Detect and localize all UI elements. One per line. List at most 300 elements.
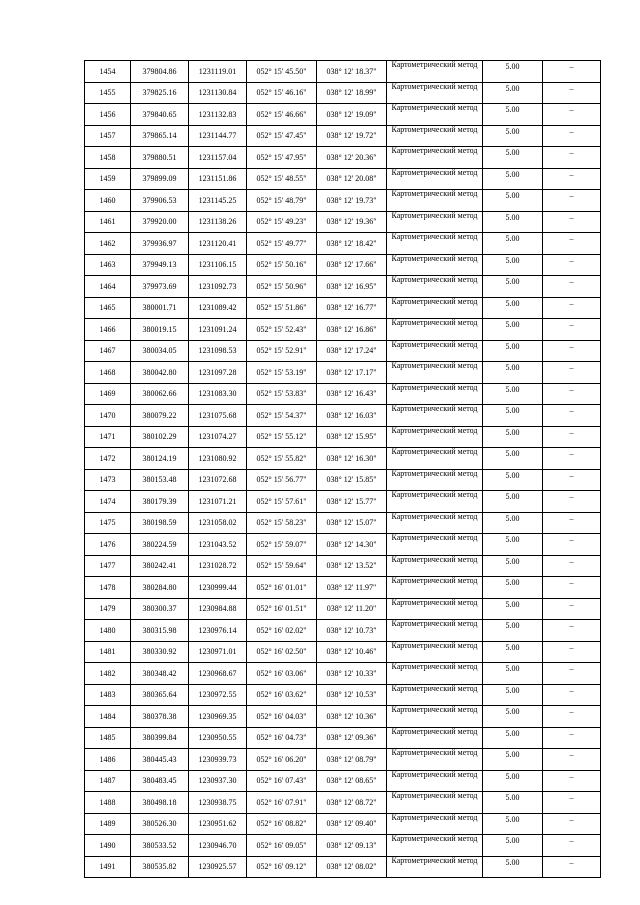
point-number-cell: 1480 [85,620,131,642]
latitude-cell: 052° 15' 55.12" [247,426,317,448]
x-coordinate-cell: 380102.29 [131,426,189,448]
table-row [85,469,601,491]
table-row [85,491,601,513]
method-cell: Картометрический метод [387,555,483,577]
latitude-cell: 052° 15' 48.79" [247,190,317,212]
point-number-cell: 1484 [85,706,131,728]
y-coordinate-cell: 1230925.57 [189,856,247,878]
point-number-cell: 1475 [85,512,131,534]
table-row [85,190,601,212]
note-cell: – [543,512,601,534]
note-cell: – [543,684,601,706]
x-coordinate-cell: 380198.59 [131,512,189,534]
method-cell: Картометрический метод [387,835,483,857]
y-coordinate-cell: 1231071.21 [189,491,247,513]
y-coordinate-cell: 1231080.92 [189,448,247,470]
y-coordinate-cell: 1231145.25 [189,190,247,212]
table-row [85,383,601,405]
accuracy-cell: 5.00 [483,792,543,814]
accuracy-cell: 5.00 [483,340,543,362]
method-cell: Картометрический метод [387,211,483,233]
x-coordinate-cell: 380535.82 [131,856,189,878]
latitude-cell: 052° 16' 01.01" [247,577,317,599]
accuracy-cell: 5.00 [483,512,543,534]
latitude-cell: 052° 15' 52.43" [247,319,317,341]
y-coordinate-cell: 1231092.73 [189,276,247,298]
method-cell: Картометрический метод [387,426,483,448]
y-coordinate-cell: 1231091.24 [189,319,247,341]
y-coordinate-cell: 1231072.68 [189,469,247,491]
table-row [85,147,601,169]
table-row [85,792,601,814]
accuracy-cell: 5.00 [483,233,543,255]
x-coordinate-cell: 380533.52 [131,835,189,857]
accuracy-cell: 5.00 [483,749,543,771]
x-coordinate-cell: 379920.00 [131,211,189,233]
accuracy-cell: 5.00 [483,491,543,513]
point-number-cell: 1459 [85,168,131,190]
note-cell: – [543,577,601,599]
table-row [85,297,601,319]
latitude-cell: 052° 16' 07.91" [247,792,317,814]
method-cell: Картометрический метод [387,512,483,534]
point-number-cell: 1474 [85,491,131,513]
point-number-cell: 1479 [85,598,131,620]
note-cell: – [543,620,601,642]
y-coordinate-cell: 1231132.83 [189,104,247,126]
x-coordinate-cell: 379880.51 [131,147,189,169]
accuracy-cell: 5.00 [483,577,543,599]
note-cell: – [543,792,601,814]
latitude-cell: 052° 15' 50.96" [247,276,317,298]
method-cell: Картометрический метод [387,340,483,362]
y-coordinate-cell: 1230937.30 [189,770,247,792]
accuracy-cell: 5.00 [483,663,543,685]
latitude-cell: 052° 16' 06.20" [247,749,317,771]
longitude-cell: 038° 12' 10.46" [317,641,387,663]
note-cell: – [543,555,601,577]
table-row [85,663,601,685]
accuracy-cell: 5.00 [483,555,543,577]
latitude-cell: 052° 16' 03.62" [247,684,317,706]
table-row [85,233,601,255]
note-cell: – [543,706,601,728]
x-coordinate-cell: 380300.37 [131,598,189,620]
x-coordinate-cell: 379949.13 [131,254,189,276]
accuracy-cell: 5.00 [483,770,543,792]
method-cell: Картометрический метод [387,663,483,685]
latitude-cell: 052° 15' 57.61" [247,491,317,513]
y-coordinate-cell: 1231074.27 [189,426,247,448]
longitude-cell: 038° 12' 19.36" [317,211,387,233]
longitude-cell: 038° 12' 10.33" [317,663,387,685]
latitude-cell: 052° 16' 02.02" [247,620,317,642]
table-row [85,684,601,706]
point-number-cell: 1478 [85,577,131,599]
latitude-cell: 052° 15' 53.19" [247,362,317,384]
point-number-cell: 1477 [85,555,131,577]
latitude-cell: 052° 15' 53.83" [247,383,317,405]
y-coordinate-cell: 1231138.26 [189,211,247,233]
latitude-cell: 052° 16' 04.03" [247,706,317,728]
table-row [85,577,601,599]
method-cell: Картометрический метод [387,856,483,878]
y-coordinate-cell: 1231043.52 [189,534,247,556]
note-cell: – [543,233,601,255]
longitude-cell: 038° 12' 11.97" [317,577,387,599]
x-coordinate-cell: 380124.19 [131,448,189,470]
note-cell: – [543,297,601,319]
method-cell: Картометрический метод [387,706,483,728]
latitude-cell: 052° 15' 47.45" [247,125,317,147]
y-coordinate-cell: 1230969.35 [189,706,247,728]
latitude-cell: 052° 15' 52.91" [247,340,317,362]
method-cell: Картометрический метод [387,297,483,319]
longitude-cell: 038° 12' 17.17" [317,362,387,384]
x-coordinate-cell: 380179.39 [131,491,189,513]
point-number-cell: 1462 [85,233,131,255]
y-coordinate-cell: 1230976.14 [189,620,247,642]
latitude-cell: 052° 15' 59.07" [247,534,317,556]
method-cell: Картометрический метод [387,469,483,491]
point-number-cell: 1487 [85,770,131,792]
longitude-cell: 038° 12' 09.36" [317,727,387,749]
method-cell: Картометрический метод [387,770,483,792]
method-cell: Картометрический метод [387,598,483,620]
point-number-cell: 1486 [85,749,131,771]
point-number-cell: 1491 [85,856,131,878]
point-number-cell: 1489 [85,813,131,835]
y-coordinate-cell: 1231075.68 [189,405,247,427]
table-row [85,641,601,663]
point-number-cell: 1466 [85,319,131,341]
x-coordinate-cell: 380483.45 [131,770,189,792]
point-number-cell: 1490 [85,835,131,857]
x-coordinate-cell: 380019.15 [131,319,189,341]
y-coordinate-cell: 1231119.01 [189,61,247,83]
table-row [85,340,601,362]
x-coordinate-cell: 380042.80 [131,362,189,384]
note-cell: – [543,82,601,104]
table-row [85,125,601,147]
method-cell: Картометрический метод [387,104,483,126]
x-coordinate-cell: 380365.64 [131,684,189,706]
point-number-cell: 1485 [85,727,131,749]
table-row [85,813,601,835]
longitude-cell: 038° 12' 14.30" [317,534,387,556]
x-coordinate-cell: 380034.05 [131,340,189,362]
method-cell: Картометрический метод [387,641,483,663]
method-cell: Картометрический метод [387,405,483,427]
method-cell: Картометрический метод [387,61,483,83]
y-coordinate-cell: 1231098.53 [189,340,247,362]
accuracy-cell: 5.00 [483,104,543,126]
table-row [85,61,601,83]
longitude-cell: 038° 12' 08.65" [317,770,387,792]
table-row [85,555,601,577]
latitude-cell: 052° 15' 47.95" [247,147,317,169]
method-cell: Картометрический метод [387,792,483,814]
y-coordinate-cell: 1230968.67 [189,663,247,685]
latitude-cell: 052° 16' 03.06" [247,663,317,685]
accuracy-cell: 5.00 [483,448,543,470]
longitude-cell: 038° 12' 15.95" [317,426,387,448]
note-cell: – [543,469,601,491]
note-cell: – [543,641,601,663]
y-coordinate-cell: 1230971.01 [189,641,247,663]
note-cell: – [543,491,601,513]
method-cell: Картометрический метод [387,448,483,470]
method-cell: Картометрический метод [387,684,483,706]
latitude-cell: 052° 15' 56.77" [247,469,317,491]
latitude-cell: 052° 15' 49.77" [247,233,317,255]
y-coordinate-cell: 1231151.86 [189,168,247,190]
table-row [85,426,601,448]
accuracy-cell: 5.00 [483,598,543,620]
y-coordinate-cell: 1231028.72 [189,555,247,577]
y-coordinate-cell: 1230951.62 [189,813,247,835]
longitude-cell: 038° 12' 17.66" [317,254,387,276]
accuracy-cell: 5.00 [483,641,543,663]
coordinates-table [84,60,601,878]
accuracy-cell: 5.00 [483,61,543,83]
method-cell: Картометрический метод [387,620,483,642]
table-row [85,104,601,126]
note-cell: – [543,426,601,448]
note-cell: – [543,727,601,749]
note-cell: – [543,340,601,362]
latitude-cell: 052° 16' 04.73" [247,727,317,749]
longitude-cell: 038° 12' 08.79" [317,749,387,771]
method-cell: Картометрический метод [387,147,483,169]
x-coordinate-cell: 380079.22 [131,405,189,427]
latitude-cell: 052° 15' 54.37" [247,405,317,427]
y-coordinate-cell: 1231097.28 [189,362,247,384]
longitude-cell: 038° 12' 08.72" [317,792,387,814]
latitude-cell: 052° 16' 08.82" [247,813,317,835]
point-number-cell: 1470 [85,405,131,427]
x-coordinate-cell: 380526.30 [131,813,189,835]
x-coordinate-cell: 379825.16 [131,82,189,104]
point-number-cell: 1483 [85,684,131,706]
point-number-cell: 1456 [85,104,131,126]
latitude-cell: 052° 15' 49.23" [247,211,317,233]
longitude-cell: 038° 12' 15.07" [317,512,387,534]
x-coordinate-cell: 380498.18 [131,792,189,814]
x-coordinate-cell: 380445.43 [131,749,189,771]
latitude-cell: 052° 15' 45.50" [247,61,317,83]
point-number-cell: 1455 [85,82,131,104]
latitude-cell: 052° 15' 48.55" [247,168,317,190]
note-cell: – [543,813,601,835]
longitude-cell: 038° 12' 16.03" [317,405,387,427]
point-number-cell: 1457 [85,125,131,147]
latitude-cell: 052° 15' 50.16" [247,254,317,276]
point-number-cell: 1482 [85,663,131,685]
accuracy-cell: 5.00 [483,276,543,298]
x-coordinate-cell: 380224.59 [131,534,189,556]
longitude-cell: 038° 12' 17.24" [317,340,387,362]
accuracy-cell: 5.00 [483,211,543,233]
longitude-cell: 038° 12' 08.02" [317,856,387,878]
longitude-cell: 038° 12' 16.30" [317,448,387,470]
latitude-cell: 052° 16' 01.51" [247,598,317,620]
accuracy-cell: 5.00 [483,727,543,749]
longitude-cell: 038° 12' 15.85" [317,469,387,491]
y-coordinate-cell: 1231144.77 [189,125,247,147]
point-number-cell: 1469 [85,383,131,405]
table-row [85,706,601,728]
x-coordinate-cell: 379906.53 [131,190,189,212]
latitude-cell: 052° 15' 58.23" [247,512,317,534]
longitude-cell: 038° 12' 16.95" [317,276,387,298]
y-coordinate-cell: 1231106.15 [189,254,247,276]
accuracy-cell: 5.00 [483,469,543,491]
y-coordinate-cell: 1230946.70 [189,835,247,857]
note-cell: – [543,254,601,276]
longitude-cell: 038° 12' 18.42" [317,233,387,255]
method-cell: Картометрический метод [387,168,483,190]
x-coordinate-cell: 379840.65 [131,104,189,126]
y-coordinate-cell: 1231083.30 [189,383,247,405]
latitude-cell: 052° 15' 46.16" [247,82,317,104]
x-coordinate-cell: 380001.71 [131,297,189,319]
method-cell: Картометрический метод [387,276,483,298]
note-cell: – [543,749,601,771]
accuracy-cell: 5.00 [483,706,543,728]
x-coordinate-cell: 380378.38 [131,706,189,728]
longitude-cell: 038° 12' 13.52" [317,555,387,577]
point-number-cell: 1468 [85,362,131,384]
y-coordinate-cell: 1231058.02 [189,512,247,534]
point-number-cell: 1465 [85,297,131,319]
note-cell: – [543,405,601,427]
note-cell: – [543,319,601,341]
x-coordinate-cell: 379804.86 [131,61,189,83]
table-row [85,211,601,233]
accuracy-cell: 5.00 [483,684,543,706]
note-cell: – [543,125,601,147]
note-cell: – [543,61,601,83]
x-coordinate-cell: 379936.97 [131,233,189,255]
longitude-cell: 038° 12' 19.09" [317,104,387,126]
note-cell: – [543,104,601,126]
method-cell: Картометрический метод [387,125,483,147]
method-cell: Картометрический метод [387,577,483,599]
point-number-cell: 1460 [85,190,131,212]
table-row [85,319,601,341]
table-row [85,512,601,534]
longitude-cell: 038° 12' 16.43" [317,383,387,405]
accuracy-cell: 5.00 [483,254,543,276]
x-coordinate-cell: 380399.84 [131,727,189,749]
latitude-cell: 052° 16' 09.05" [247,835,317,857]
table-row [85,749,601,771]
x-coordinate-cell: 380315.98 [131,620,189,642]
y-coordinate-cell: 1230938.75 [189,792,247,814]
point-number-cell: 1467 [85,340,131,362]
longitude-cell: 038° 12' 15.77" [317,491,387,513]
accuracy-cell: 5.00 [483,125,543,147]
y-coordinate-cell: 1231130.84 [189,82,247,104]
method-cell: Картометрический метод [387,727,483,749]
method-cell: Картометрический метод [387,362,483,384]
table-row [85,534,601,556]
accuracy-cell: 5.00 [483,405,543,427]
x-coordinate-cell: 380284.80 [131,577,189,599]
method-cell: Картометрический метод [387,383,483,405]
latitude-cell: 052° 16' 09.12" [247,856,317,878]
x-coordinate-cell: 380242.41 [131,555,189,577]
latitude-cell: 052° 15' 55.82" [247,448,317,470]
x-coordinate-cell: 380330.92 [131,641,189,663]
y-coordinate-cell: 1230950.55 [189,727,247,749]
longitude-cell: 038° 12' 10.53" [317,684,387,706]
x-coordinate-cell: 380153.48 [131,469,189,491]
note-cell: – [543,534,601,556]
note-cell: – [543,211,601,233]
table-body [85,61,601,878]
note-cell: – [543,835,601,857]
latitude-cell: 052° 16' 07.43" [247,770,317,792]
y-coordinate-cell: 1231120.41 [189,233,247,255]
note-cell: – [543,362,601,384]
x-coordinate-cell: 379865.14 [131,125,189,147]
accuracy-cell: 5.00 [483,835,543,857]
method-cell: Картометрический метод [387,319,483,341]
longitude-cell: 038° 12' 19.72" [317,125,387,147]
table-row [85,770,601,792]
accuracy-cell: 5.00 [483,147,543,169]
note-cell: – [543,276,601,298]
longitude-cell: 038° 12' 18.37" [317,61,387,83]
table-row [85,362,601,384]
latitude-cell: 052° 15' 59.64" [247,555,317,577]
longitude-cell: 038° 12' 09.13" [317,835,387,857]
table-row [85,835,601,857]
y-coordinate-cell: 1231089.42 [189,297,247,319]
point-number-cell: 1471 [85,426,131,448]
table-row [85,168,601,190]
note-cell: – [543,168,601,190]
method-cell: Картометрический метод [387,82,483,104]
note-cell: – [543,598,601,620]
table-row [85,82,601,104]
accuracy-cell: 5.00 [483,319,543,341]
point-number-cell: 1488 [85,792,131,814]
latitude-cell: 052° 16' 02.50" [247,641,317,663]
x-coordinate-cell: 379899.09 [131,168,189,190]
note-cell: – [543,770,601,792]
accuracy-cell: 5.00 [483,856,543,878]
method-cell: Картометрический метод [387,534,483,556]
note-cell: – [543,147,601,169]
accuracy-cell: 5.00 [483,297,543,319]
y-coordinate-cell: 1231157.04 [189,147,247,169]
method-cell: Картометрический метод [387,813,483,835]
method-cell: Картометрический метод [387,749,483,771]
accuracy-cell: 5.00 [483,362,543,384]
x-coordinate-cell: 380348.42 [131,663,189,685]
note-cell: – [543,663,601,685]
longitude-cell: 038° 12' 10.73" [317,620,387,642]
point-number-cell: 1463 [85,254,131,276]
longitude-cell: 038° 12' 09.40" [317,813,387,835]
point-number-cell: 1458 [85,147,131,169]
method-cell: Картометрический метод [387,233,483,255]
x-coordinate-cell: 379973.69 [131,276,189,298]
latitude-cell: 052° 15' 51.86" [247,297,317,319]
